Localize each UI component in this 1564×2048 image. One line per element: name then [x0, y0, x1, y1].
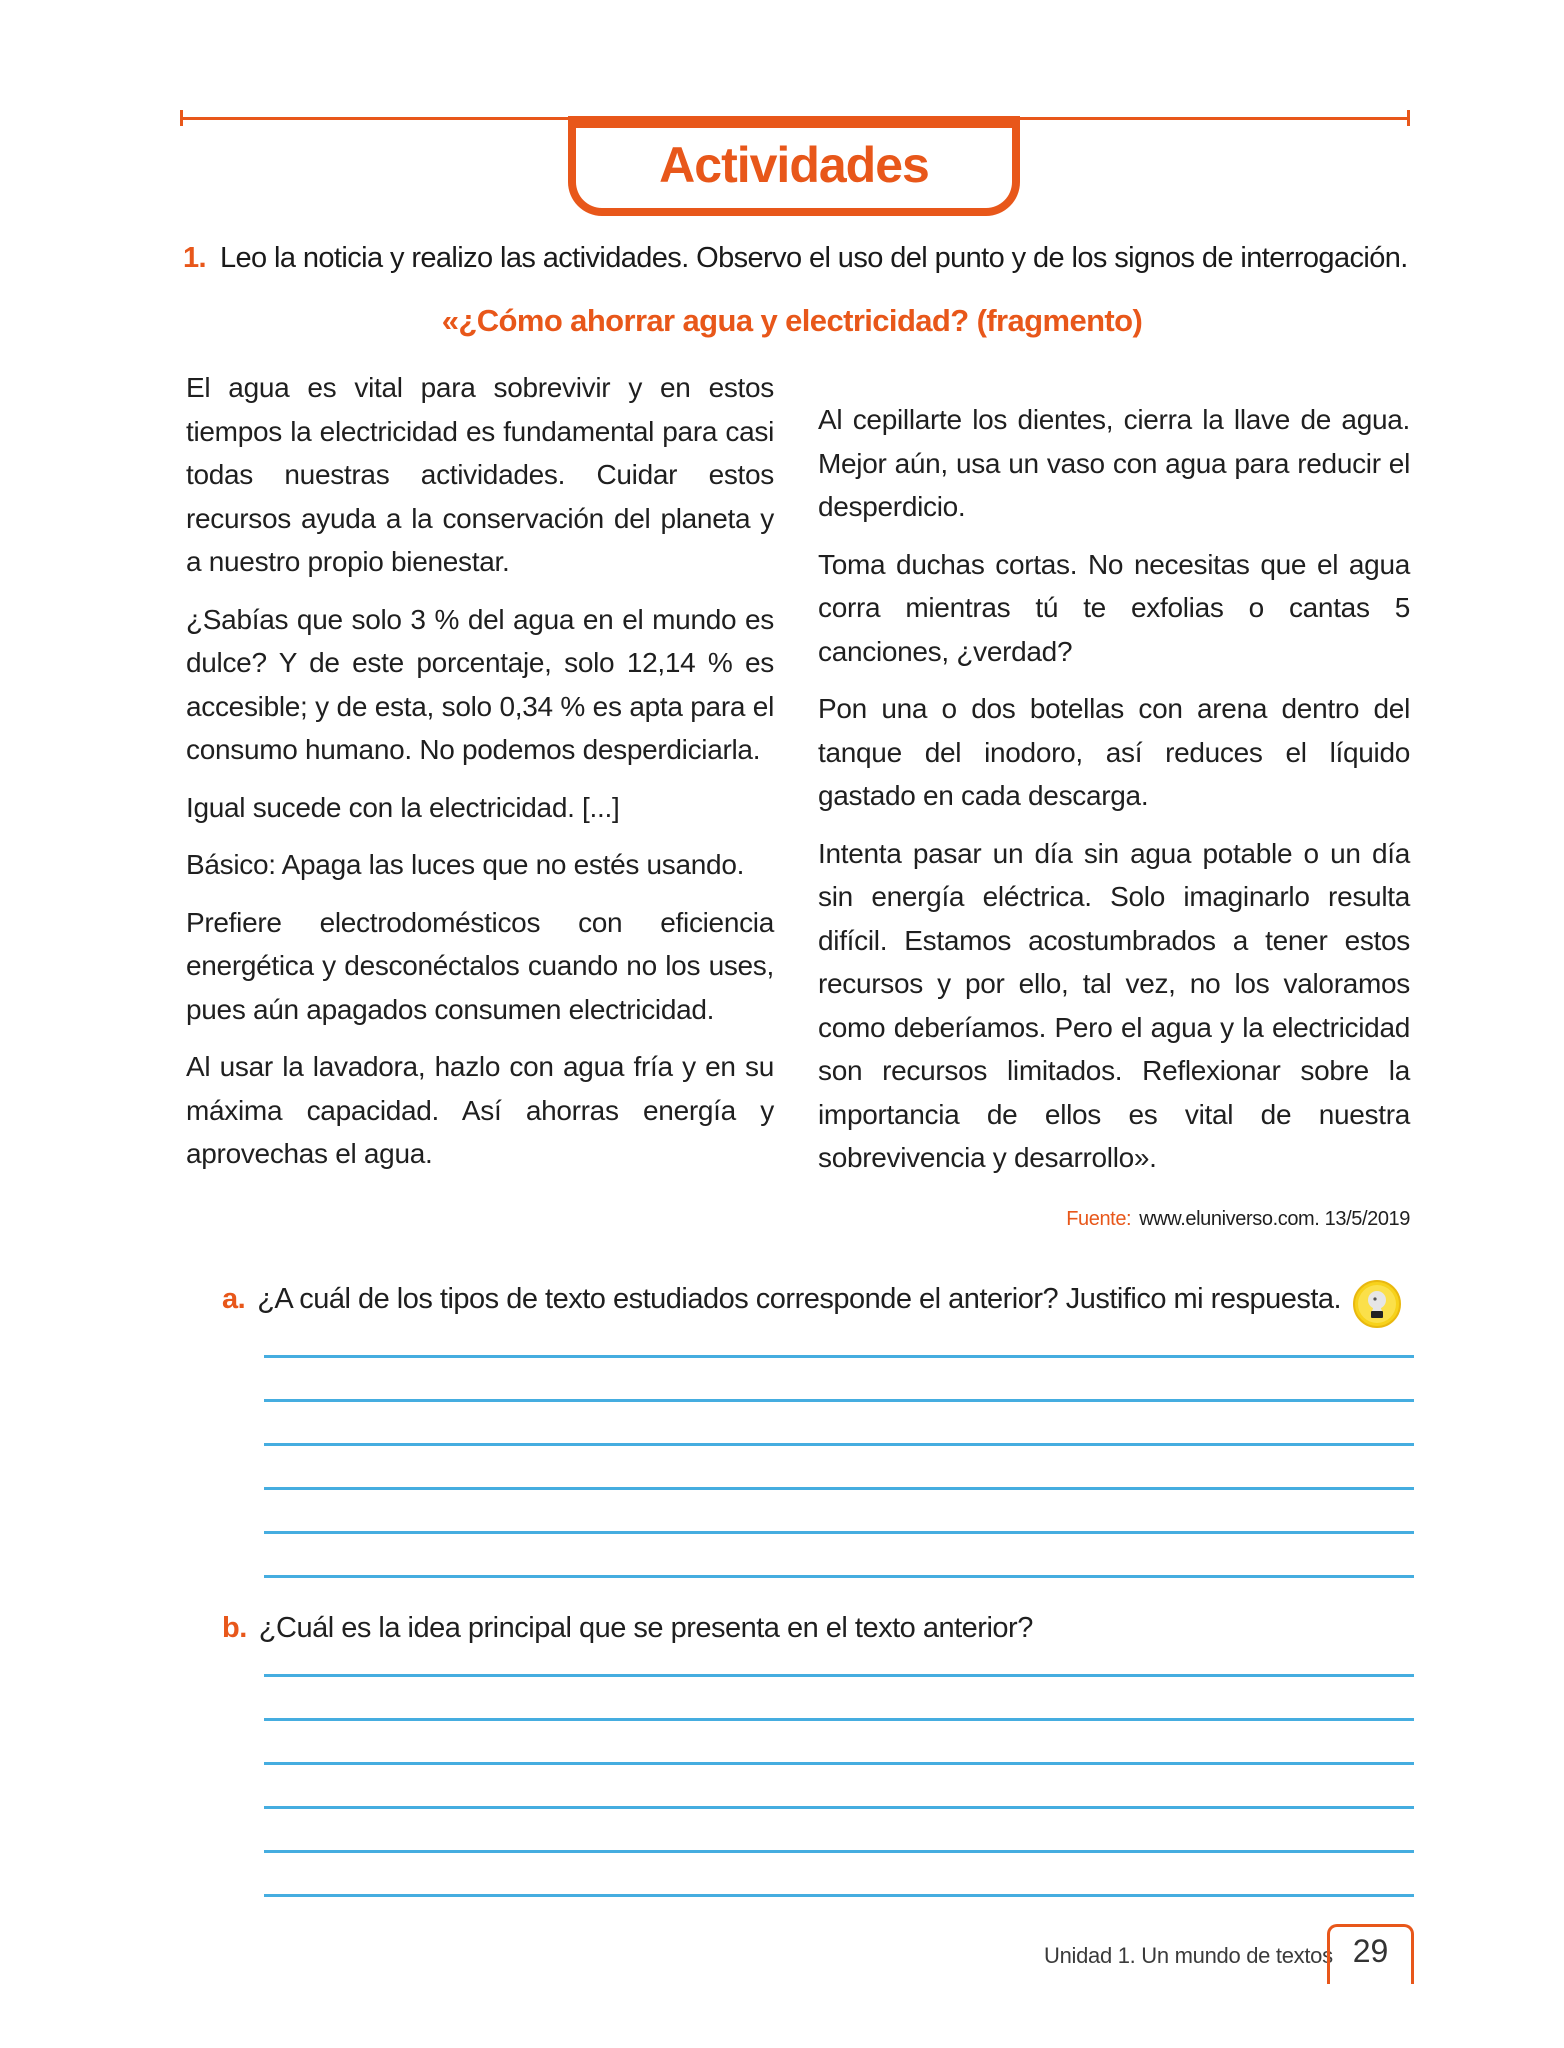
source-label: Fuente:	[1066, 1208, 1132, 1230]
question-a	[222, 1283, 1341, 1316]
top-rule-cap-left	[180, 110, 183, 126]
article-title: «¿Cómo ahorrar agua y electricidad? (fragmento)	[441, 303, 1143, 338]
paragraph: Intenta pasar un día sin agua potable o un día sin energía eléctrica. Solo imaginarlo resulta difícil. Estamos acostumbrados a tener estos recursos y por ello, tal vez, no los valoramos como deberíamos. Pero el agua y la electricidad son recursos limitados. Reflexionar sobre la importancia de ellos es vital de nuestra sobrevivencia y desarrollo».	[818, 837, 1410, 1173]
answer-line[interactable]	[264, 1806, 1414, 1809]
question-b	[222, 1612, 1033, 1645]
paragraph: ¿Sabías que solo 3 % del agua en el mundo es dulce? Y de este porcentaje, solo 12,14 % es accesible; y de esta, solo 0,34 % es apta para el consumo humano. No podemos desperdiciarla.	[186, 603, 774, 765]
paragraph: Básico: Apaga las luces que no estés usando.	[186, 849, 745, 880]
paragraph: Al cepillarte los dientes, cierra la llave de agua. Mejor aún, usa un vaso con agua para reducir el desperdicio.	[818, 404, 1410, 522]
activity-number: 1.	[183, 242, 206, 274]
question-letter: a.	[222, 1283, 246, 1315]
top-rule-cap-right	[1407, 110, 1410, 126]
question-letter: b.	[222, 1612, 247, 1644]
article-left-column	[186, 366, 774, 1190]
source-citation	[1066, 1208, 1410, 1231]
paragraph: El agua es vital para sobrevivir y en estos tiempos la electricidad es fundamental para casi todas nuestras actividades. Cuidar estos recursos ayuda a la conservación del planeta y a nuestro propio bienestar.	[186, 372, 774, 577]
answer-line[interactable]	[264, 1399, 1414, 1402]
section-title: Actividades	[659, 137, 929, 193]
paragraph: Al usar la lavadora, hazlo con agua fría y en su máxima capacidad. Así ahorras energía y aprovechas el agua.	[186, 1051, 774, 1169]
answer-line[interactable]	[264, 1443, 1414, 1446]
question-text: ¿Cuál es la idea principal que se presenta en el texto anterior?	[258, 1612, 1033, 1644]
answer-line[interactable]	[264, 1762, 1414, 1765]
question-text: ¿A cuál de los tipos de texto estudiados corresponde el anterior? Justifico mi respuesta.	[257, 1283, 1342, 1315]
paragraph: Pon una o dos botellas con arena dentro del tanque del inodoro, así reduces el líquido gastado en cada descarga.	[818, 693, 1410, 811]
lightbulb-icon	[1352, 1279, 1402, 1329]
answer-line[interactable]	[264, 1718, 1414, 1721]
page-number: 29	[1352, 1933, 1389, 1969]
paragraph: Prefiere electrodomésticos con eficiencia energética y desconéctalos cuando no los uses, pues aún apagados consumen electricidad.	[186, 906, 774, 1025]
answer-line[interactable]	[264, 1355, 1414, 1358]
unit-label: Unidad 1. Un mundo de textos	[1044, 1943, 1333, 1968]
instruction-text: Leo la noticia y realizo las actividades. Observo el uso del punto y de los signos de interrogación.	[220, 242, 1408, 274]
paragraph: Toma duchas cortas. No necesitas que el agua corra mientras tú te exfolias o cantas 5 canciones, ¿verdad?	[818, 548, 1410, 667]
answer-line[interactable]	[264, 1531, 1414, 1534]
answer-line[interactable]	[264, 1674, 1414, 1677]
source-link[interactable]: www.eluniverso.com. 13/5/2019	[1139, 1208, 1410, 1230]
answer-line[interactable]	[264, 1894, 1414, 1897]
answer-line[interactable]	[264, 1850, 1414, 1853]
article-right-column	[818, 398, 1410, 1194]
answer-line[interactable]	[264, 1487, 1414, 1490]
answer-line[interactable]	[264, 1575, 1414, 1578]
section-tab	[568, 116, 1020, 216]
paragraph: Igual sucede con la electricidad. [...]	[186, 791, 620, 823]
activity-instruction	[183, 242, 1408, 275]
page-number-box	[1327, 1924, 1414, 1984]
